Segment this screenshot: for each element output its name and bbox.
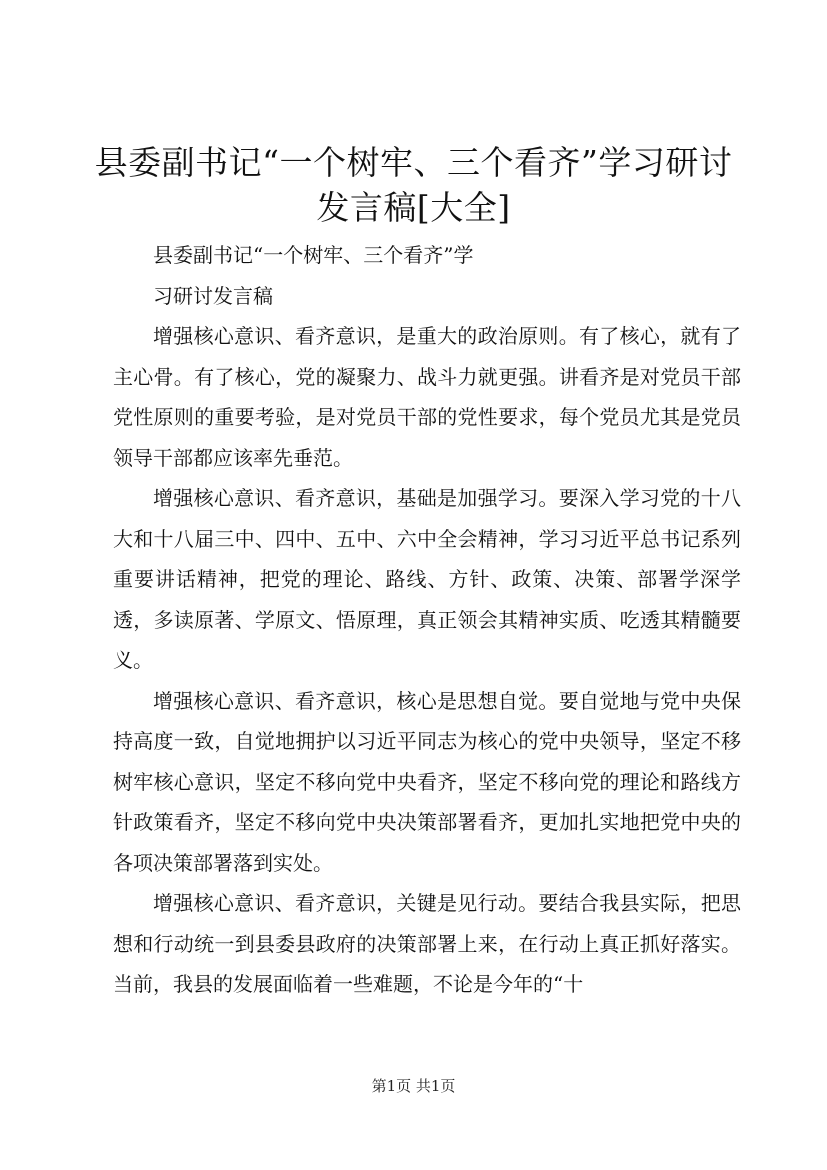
paragraph-1: 增强核心意识、看齐意识，是重大的政治原则。有了核心，就有了主心骨。有了核心，党的凝聚力、战斗力就更强。讲看齐是对党员干部党性原则的重要考验，是对党员干部的党性要求，每个党员尤其是党员领导干部都应该率先垂范。	[113, 324, 741, 470]
paragraph-3: 增强核心意识、看齐意识，核心是思想自觉。要自觉地与党中央保持高度一致，自觉地拥护以习近平同志为核心的党中央领导，坚定不移树牢核心意识，坚定不移向党中央看齐，坚定不移向党的理论和路线方针政策看齐，坚定不移向党中央决策部署看齐，更加扎实地把党中央的各项决策部署落到实处。	[113, 688, 741, 875]
title-line-1: 县委副书记“一个树牢、三个看齐”学习研讨	[94, 143, 733, 182]
document-body	[113, 235, 741, 1005]
subtitle-line-1: 县委副书记“一个树牢、三个看齐”学	[153, 243, 474, 267]
page-footer	[0, 1076, 827, 1096]
document-title	[90, 140, 737, 230]
title-line-2: 发言稿[大全]	[316, 188, 511, 227]
page-number: 第1页 共1页	[371, 1077, 456, 1095]
paragraph-2: 增强核心意识、看齐意识，基础是加强学习。要深入学习党的十八大和十八届三中、四中、五中、六中全会精神，学习习近平总书记系列重要讲话精神，把党的理论、路线、方针、政策、决策、部署学深学透，多读原著、学原文、悟原理，真正领会其精神实质、吃透其精髓要义。	[113, 486, 741, 672]
paragraph-4: 增强核心意识、看齐意识，关键是见行动。要结合我县实际，把思想和行动统一到县委县政府的决策部署上来，在行动上真正抓好落实。当前，我县的发展面临着一些难题，不论是今年的“十	[113, 891, 741, 996]
subtitle-line-2: 习研讨发言稿	[153, 283, 273, 308]
